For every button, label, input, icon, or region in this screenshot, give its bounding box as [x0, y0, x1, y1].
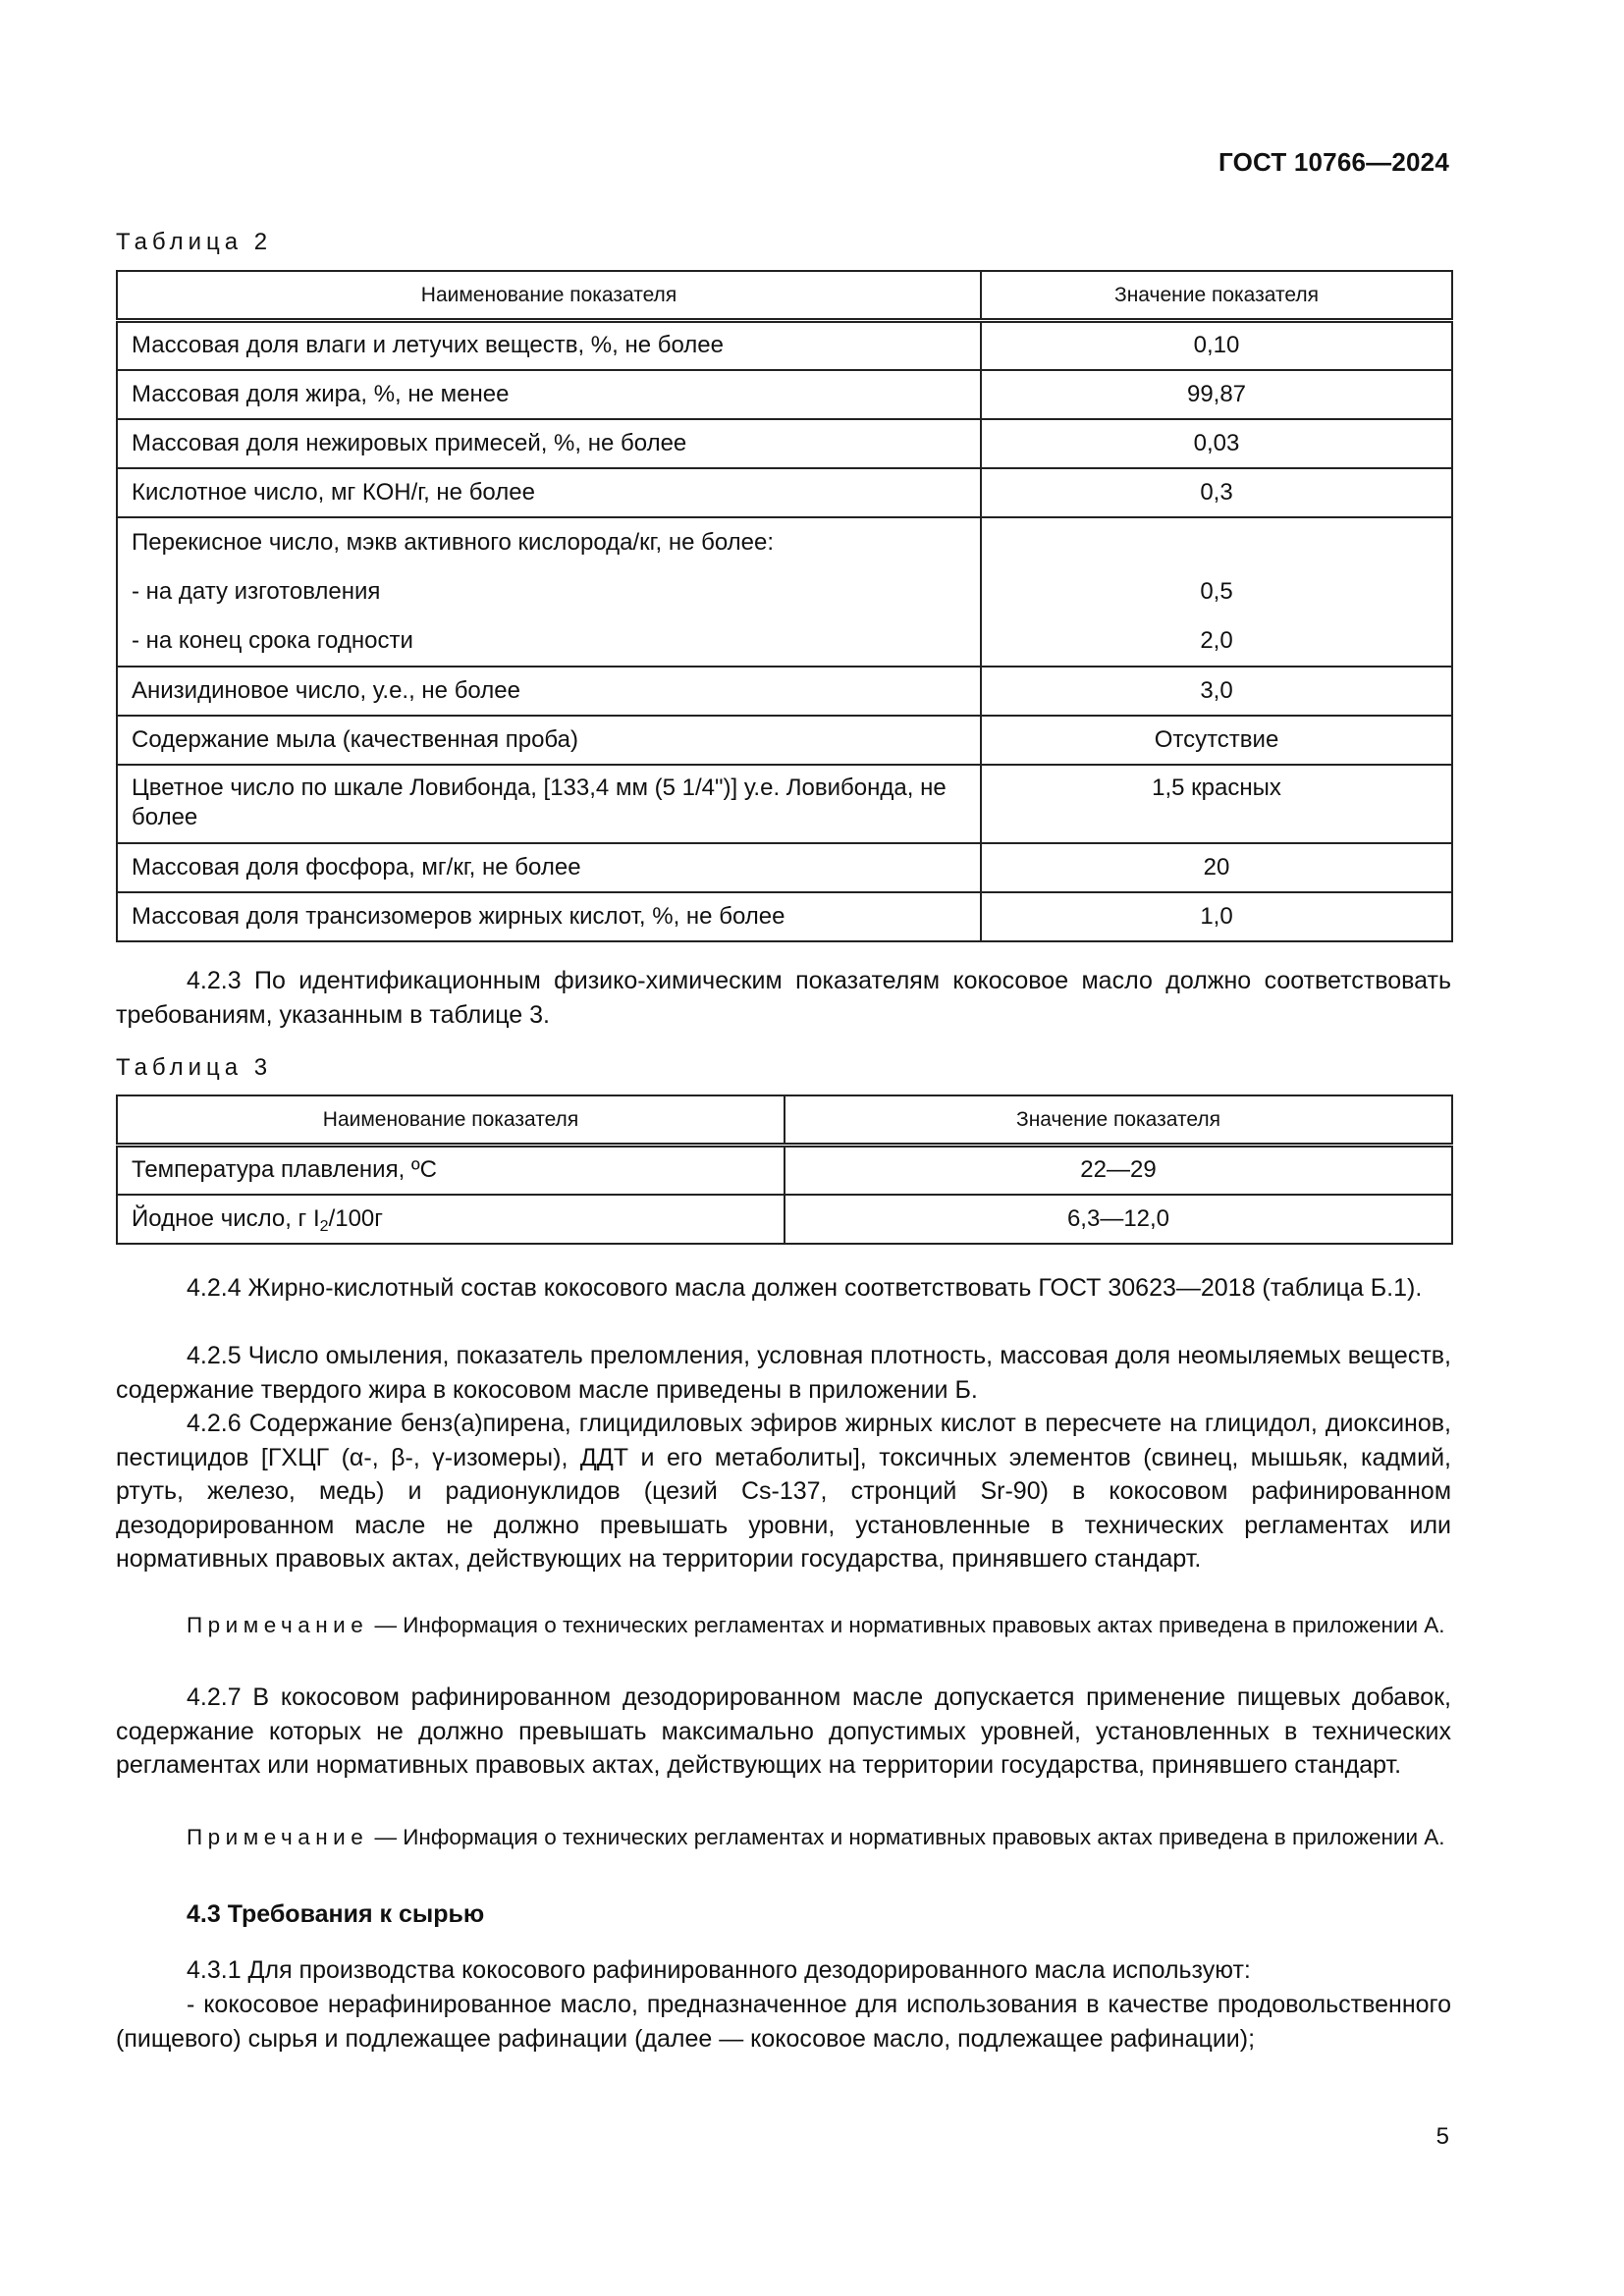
- peroxide-sub1: - на дату изготовления: [132, 577, 381, 605]
- table2-cell-value: 0,3: [981, 468, 1452, 517]
- table3-caption: Таблица 3: [116, 1054, 273, 1081]
- table3-cell-name: Температура плавления, ºС: [117, 1146, 785, 1195]
- note-2: Примечание — Информация о технических регламентах и нормативных правовых актах приведена в приложении А.: [187, 1825, 1445, 1849]
- table2-cell-name: Массовая доля влаги и летучих веществ, %, не более: [117, 321, 981, 370]
- note-1: Примечание — Информация о технических регламентах и нормативных правовых актах приведена в приложении А.: [187, 1613, 1445, 1637]
- paragraph-4-2-4: 4.2.4 Жирно-кислотный состав кокосового масла должен соответствовать ГОСТ 30623—2018 (таблица Б.1).: [187, 1274, 1423, 1302]
- table2-cell-value: 0,10: [981, 321, 1452, 370]
- table-row: [117, 1146, 1452, 1195]
- standard-code-header: ГОСТ 10766—2024: [1218, 147, 1449, 177]
- table-row: [117, 468, 1452, 517]
- table2-cell-value: 99,87: [981, 370, 1452, 419]
- table2-cell-value: 0,03: [981, 419, 1452, 468]
- table-row: [117, 1195, 1452, 1244]
- table-row: [117, 667, 1452, 716]
- table2-caption: Таблица 2: [116, 229, 273, 255]
- table2-header-value: Значение показателя: [981, 271, 1452, 321]
- table3: [116, 1095, 1453, 1245]
- table2-cell-name: [117, 517, 981, 667]
- paragraph-4-3-1: 4.3.1 Для производства кокосового рафинированного дезодорированного масла используют:: [187, 1956, 1251, 1984]
- table3-header-name: Наименование показателя: [117, 1095, 785, 1146]
- table2-cell-value: 1,5 красных: [981, 765, 1452, 843]
- paragraph-bullet: - кокосовое нерафинированное масло, предназначенное для использования в качестве продовольственного (пищевого) сырья и подлежащее рафинации (далее — кокосовое масло, подлежащее рафинации);: [116, 1991, 1451, 2053]
- table-row: [117, 517, 1452, 667]
- peroxide-sub2-value: 2,0: [1200, 626, 1233, 654]
- table2-cell-name: Массовая доля жира, %, не менее: [117, 370, 981, 419]
- page-number: 5: [1435, 2123, 1449, 2150]
- table-row: [117, 370, 1452, 419]
- table2-cell-name: Анизидиновое число, у.е., не более: [117, 667, 981, 716]
- table2-header-name: Наименование показателя: [117, 271, 981, 321]
- table-row: [117, 321, 1452, 370]
- table2-cell-name: Массовая доля нежировых примесей, %, не более: [117, 419, 981, 468]
- table-row: [117, 765, 1452, 843]
- table3-cell-value: 6,3—12,0: [785, 1195, 1452, 1244]
- table2-cell-value: 3,0: [981, 667, 1452, 716]
- table2-cell-name: Содержание мыла (качественная проба): [117, 716, 981, 765]
- table-row: [117, 716, 1452, 765]
- table2-cell-name: Цветное число по шкале Ловибонда, [133,4 мм (5 1/4")] у.е. Ловибонда, не более: [117, 765, 981, 843]
- paragraph-4-2-5: 4.2.5 Число омыления, показатель преломления, условная плотность, массовая доля неомыляемых веществ, содержание твердого жира в кокосовом масле приведены в приложении Б.: [116, 1342, 1451, 1404]
- table-row: [117, 419, 1452, 468]
- peroxide-sub2: - на конец срока годности: [132, 626, 413, 654]
- table-row: [117, 892, 1452, 941]
- table2-cell-value: 1,0: [981, 892, 1452, 941]
- paragraph-4-2-7: 4.2.7 В кокосовом рафинированном дезодорированном масле допускается применение пищевых добавок, содержание которых не должно превышать максимально допустимых уровней, установленных в технических регламентах или нормативных правовых актах, действующих на территории государства, принявшего стандарт.: [116, 1683, 1451, 1779]
- table3-cell-value: 22—29: [785, 1146, 1452, 1195]
- table-row: [117, 843, 1452, 892]
- table2-cell-value: [981, 517, 1452, 667]
- peroxide-sub1-value: 0,5: [1200, 577, 1233, 605]
- table2-cell-value: 20: [981, 843, 1452, 892]
- table2-cell-name: Кислотное число, мг КОН/г, не более: [117, 468, 981, 517]
- table3-header-value: Значение показателя: [785, 1095, 1452, 1146]
- paragraph-4-2-6: 4.2.6 Содержание бенз(а)пирена, глицидиловых эфиров жирных кислот в пересчете на глицидол, диоксинов, пестицидов [ГХЦГ (α-, β-, γ-изомеры), ДДТ и его метаболиты], токсичных элементов (свинец, мышьяк, кадмий, ртуть, железо, медь) и радионуклидов (цезий Cs-137, стронций Sr-90) в кокосовом рафинированном дезодорированном масле не должно превышать уровни, установленные в технических регламентах или нормативных правовых актах, действующих на территории государства, принявшего стандарт.: [116, 1410, 1451, 1573]
- table2-cell-name: Массовая доля фосфора, мг/кг, не более: [117, 843, 981, 892]
- table2-cell-name: Массовая доля трансизомеров жирных кислот, %, не более: [117, 892, 981, 941]
- peroxide-title: Перекисное число, мэкв активного кислорода/кг, не более:: [132, 528, 775, 556]
- paragraph-4-2-3: 4.2.3 По идентификационным физико-химическим показателям кокосовое масло должно соответствовать требованиям, указанным в таблице 3.: [116, 967, 1451, 1029]
- table2-cell-value: Отсутствие: [981, 716, 1452, 765]
- section-heading-4-3: 4.3 Требования к сырью: [187, 1900, 485, 1928]
- table2: [116, 270, 1453, 942]
- table3-cell-name: Йодное число, г $I_2/100г$: [117, 1195, 785, 1244]
